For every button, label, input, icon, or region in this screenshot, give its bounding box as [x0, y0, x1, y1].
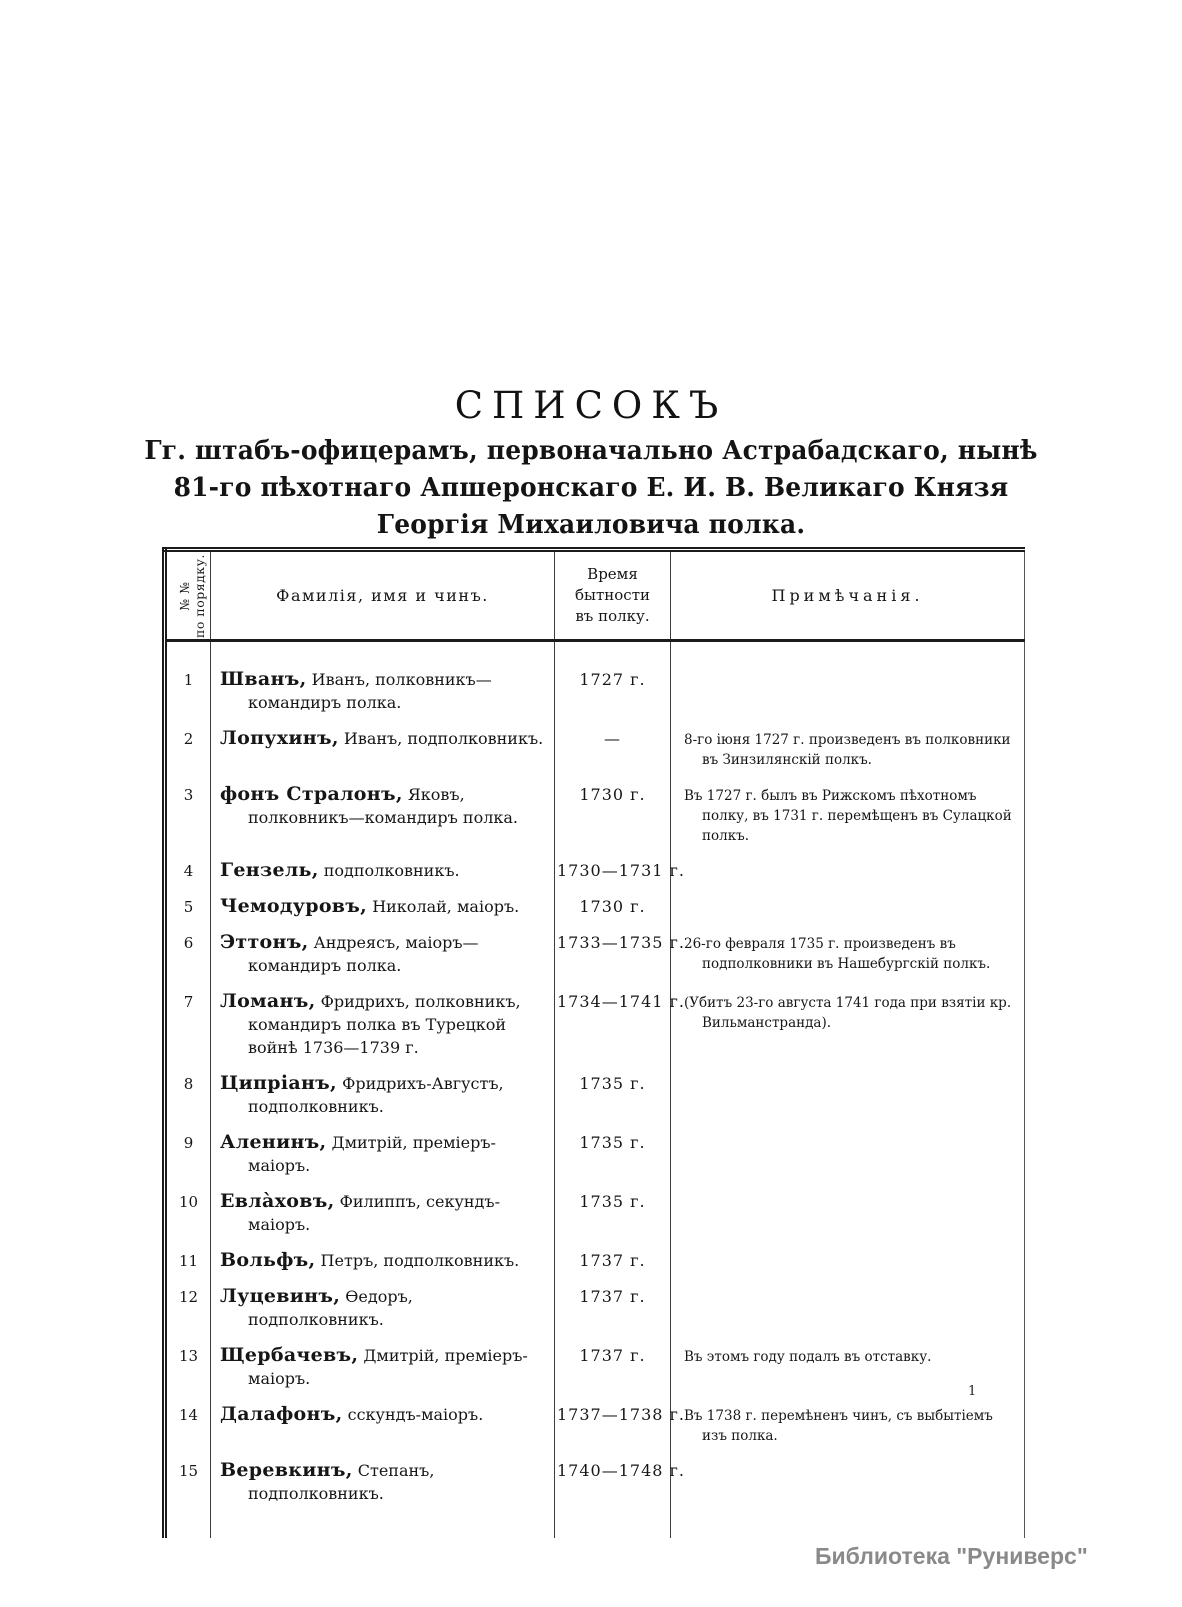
- page-subtitle-line: 81-го пѣхотнаго Апшеронскаго Е. И. В. Великаго Князя: [173, 473, 1009, 503]
- page-subtitle: [111, 433, 1071, 544]
- officer-rank: Дмитрій, преміеръ-маіоръ.: [248, 1346, 528, 1388]
- officer-surname: Вольфъ,: [220, 1249, 316, 1271]
- table-row: [165, 923, 1025, 982]
- cell-notes: [671, 887, 1025, 923]
- cell-time: 1735 г.: [555, 1182, 671, 1241]
- officer-surname: Ломанъ,: [220, 990, 316, 1012]
- table-header-row: [165, 550, 1025, 641]
- page-subtitle-line: Георгія Михаиловича полка.: [376, 510, 806, 540]
- cell-number: 9: [165, 1123, 211, 1182]
- column-header-number: № № по порядку.: [165, 550, 211, 641]
- column-header-time: Время бытности въ полку.: [555, 550, 671, 641]
- table-row: [165, 1277, 1025, 1336]
- cell-name: [211, 851, 555, 887]
- cell-number: 10: [165, 1182, 211, 1241]
- page-subtitle-line: Гг. штабъ-офицерамъ, первоначально Астрабадскаго, нынѣ: [144, 436, 1038, 466]
- cell-notes: [671, 1123, 1025, 1182]
- cell-number: 7: [165, 982, 211, 1064]
- cell-notes: (Убитъ 23-го августа 1741 года при взятіи кр. Вильманстранда).: [684, 995, 1012, 1031]
- officer-surname: Луцевинъ,: [220, 1285, 341, 1307]
- officer-rank: Фридрихъ, полковникъ, командиръ полка въ Турецкой войнѣ 1736—1739 г.: [248, 992, 521, 1057]
- cell-notes: [671, 641, 1025, 720]
- officer-surname: Эттонъ,: [220, 931, 309, 953]
- table-row: [165, 775, 1025, 851]
- table-row: [165, 641, 1025, 720]
- cell-number: 5: [165, 887, 211, 923]
- officer-rank: Андреясъ, маіоръ—командиръ полка.: [248, 933, 479, 975]
- page-title: СПИСОКЪ: [454, 384, 728, 427]
- cell-time: 1737 г.: [555, 1241, 671, 1277]
- cell-number: 1: [165, 641, 211, 720]
- cell-name: [211, 982, 555, 1064]
- cell-time: 1727 г.: [555, 641, 671, 720]
- cell-name: [211, 641, 555, 720]
- cell-notes: Въ 1727 г. былъ въ Рижскомъ пѣхотномъ полку, въ 1731 г. перемѣщенъ въ Сулацкой полкъ.: [684, 788, 1012, 844]
- officer-rank: Ѳедоръ, подполковникъ.: [248, 1287, 413, 1329]
- officer-rank: Дмитрій, преміеръ-маіоръ.: [248, 1133, 496, 1175]
- cell-time: 1730—1731 г.: [555, 851, 671, 887]
- cell-time: 1735 г.: [555, 1064, 671, 1123]
- table-row: [165, 1241, 1025, 1277]
- table-row: [165, 982, 1025, 1064]
- officer-rank: Яковъ, полковникъ—командиръ полка.: [248, 785, 518, 827]
- officer-surname: Евла̀ховъ,: [220, 1190, 335, 1212]
- cell-time: 1730 г.: [555, 887, 671, 923]
- table-row: [165, 1451, 1025, 1510]
- officer-rank: Иванъ, полковникъ—командиръ полка.: [248, 670, 492, 712]
- officers-table: [162, 547, 1025, 1538]
- table-row: [165, 1395, 1025, 1451]
- cell-number: 11: [165, 1241, 211, 1277]
- officer-rank: Фридрихъ-Августъ, подполковникъ.: [248, 1074, 504, 1116]
- officers-table-wrap: [162, 547, 1023, 1538]
- cell-name: [211, 1241, 555, 1277]
- officer-surname: Гензель,: [220, 859, 319, 881]
- cell-name: [211, 719, 555, 775]
- cell-name: [211, 1277, 555, 1336]
- column-header-name: Фамилія, имя и чинъ.: [211, 550, 555, 641]
- library-watermark: Библиотека "Руниверс": [815, 1543, 1088, 1569]
- column-header-notes: Примѣчанія.: [671, 550, 1025, 641]
- cell-number: 2: [165, 719, 211, 775]
- officer-surname: Лопухинъ,: [220, 727, 339, 749]
- officer-surname: Щербачевъ,: [220, 1344, 359, 1366]
- cell-notes: [671, 1182, 1025, 1241]
- cell-time: 1733—1735 г.: [555, 923, 671, 982]
- cell-notes: [671, 1451, 1025, 1510]
- cell-notes: [671, 1277, 1025, 1336]
- table-row: [165, 1064, 1025, 1123]
- cell-name: [211, 1123, 555, 1182]
- table-row: [165, 1182, 1025, 1241]
- officer-rank: Николай, маіоръ.: [372, 897, 520, 916]
- cell-time: 1735 г.: [555, 1123, 671, 1182]
- cell-number: 6: [165, 923, 211, 982]
- cell-number: 14: [165, 1395, 211, 1451]
- cell-notes: 26-го февраля 1735 г. произведенъ въ подполковники въ Нашебургскій полкъ.: [684, 936, 991, 972]
- table-row: [165, 1336, 1025, 1395]
- cell-time: —: [555, 719, 671, 775]
- cell-notes: [671, 1064, 1025, 1123]
- officer-surname: Веревкинъ,: [220, 1459, 353, 1481]
- cell-name: [211, 1182, 555, 1241]
- cell-name: [211, 1451, 555, 1510]
- cell-name: [211, 775, 555, 851]
- cell-notes: Въ этомъ году подалъ въ отставку.: [684, 1349, 932, 1365]
- cell-name: [211, 1064, 555, 1123]
- cell-time: 1737—1738 г.: [555, 1395, 671, 1451]
- officer-surname: Далафонъ,: [220, 1403, 343, 1425]
- cell-number: 3: [165, 775, 211, 851]
- cell-notes: [671, 1241, 1025, 1277]
- officer-surname: фонъ Стралонъ,: [220, 783, 403, 805]
- officer-rank: Иванъ, подполковникъ.: [343, 729, 544, 748]
- officer-rank: Филиппъ, секундъ-маіоръ.: [248, 1192, 500, 1234]
- officer-rank: Степанъ, подполковникъ.: [248, 1461, 435, 1503]
- table-row: [165, 851, 1025, 887]
- cell-number: 12: [165, 1277, 211, 1336]
- officer-surname: Аленинъ,: [220, 1131, 327, 1153]
- cell-time: 1730 г.: [555, 775, 671, 851]
- officer-surname: Шванъ,: [220, 668, 307, 690]
- cell-name: [211, 1336, 555, 1395]
- cell-number: 4: [165, 851, 211, 887]
- table-row-continuation: [165, 1510, 1025, 1538]
- cell-time: 1734—1741 г.: [555, 982, 671, 1064]
- table-row: [165, 719, 1025, 775]
- officer-rank: сскундъ-маіоръ.: [347, 1405, 484, 1424]
- cell-name: [211, 923, 555, 982]
- cell-number: 15: [165, 1451, 211, 1510]
- officer-rank: Петръ, подполковникъ.: [320, 1251, 520, 1270]
- officer-surname: Ципріанъ,: [220, 1072, 337, 1094]
- cell-notes: [671, 851, 1025, 887]
- officer-rank: подполковникъ.: [323, 861, 460, 880]
- signature-mark: 1: [968, 1384, 977, 1399]
- cell-notes: 8-го іюня 1727 г. произведенъ въ полковники въ Зинзилянскій полкъ.: [684, 732, 1011, 768]
- officer-surname: Чемодуровъ,: [220, 895, 368, 917]
- cell-time: 1737 г.: [555, 1277, 671, 1336]
- cell-name: [211, 887, 555, 923]
- cell-name: [211, 1395, 555, 1451]
- cell-number: 13: [165, 1336, 211, 1395]
- table-row: [165, 887, 1025, 923]
- cell-time: 1740—1748 г.: [555, 1451, 671, 1510]
- cell-notes: Въ 1738 г. перемѣненъ чинъ, съ выбытіемъ изъ полка.: [684, 1408, 993, 1444]
- cell-number: 8: [165, 1064, 211, 1123]
- table-row: [165, 1123, 1025, 1182]
- cell-time: 1737 г.: [555, 1336, 671, 1395]
